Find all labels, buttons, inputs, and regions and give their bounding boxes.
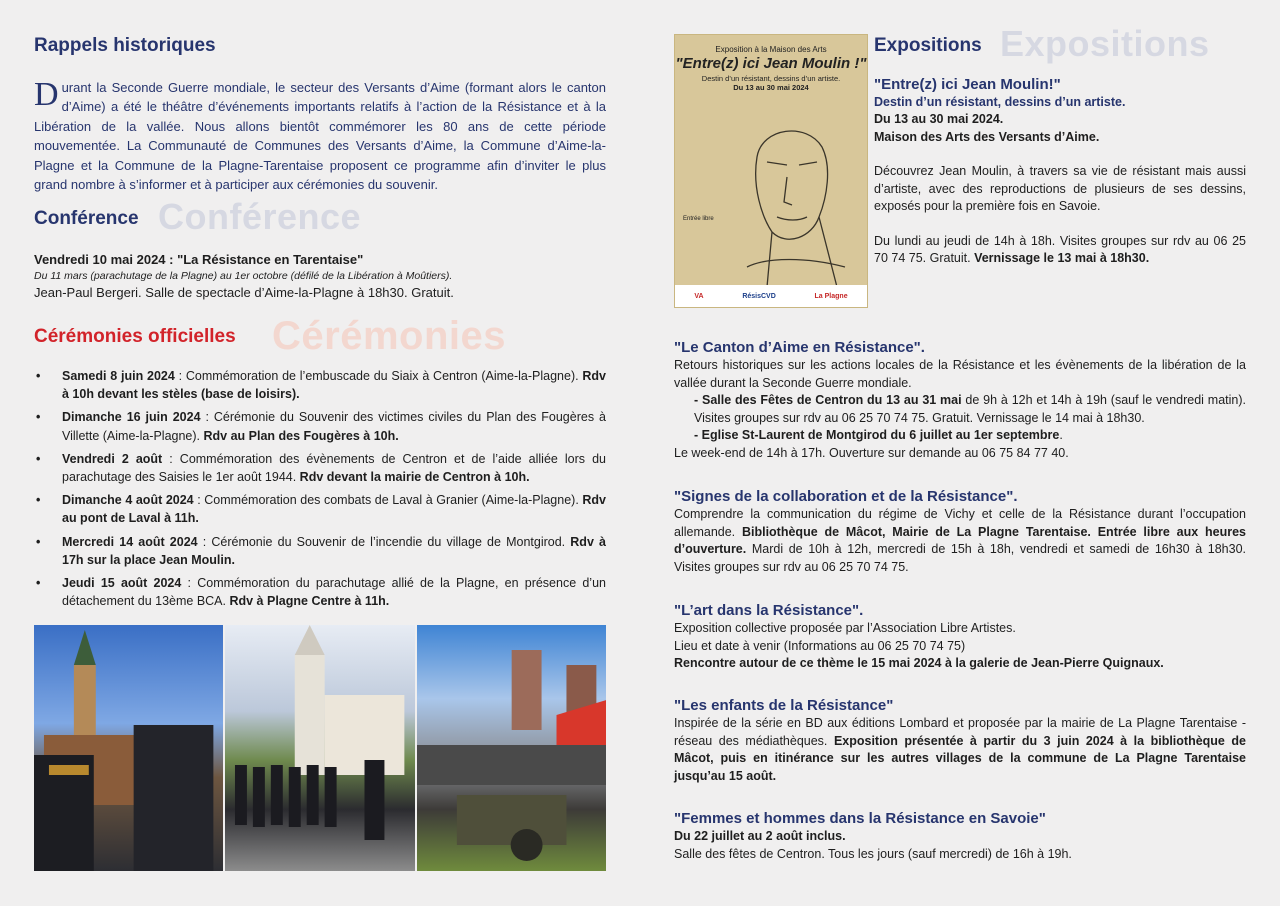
list-item: • Dimanche 16 juin 2024 : Cérémonie du Souvenir des victimes civiles du Plan des Fougères à Villette (Aime-la-Plagne). Rdv au Plan des Fougères à 10h. — [34, 408, 606, 444]
moulin-description: Découvrez Jean Moulin, à travers sa vie de résistant mais aussi d’artiste, avec des reproductions de plusieurs de ses dessins, exposés pour la première fois en Savoie. — [874, 164, 1246, 213]
canton-text: Retours historiques sur les actions locales de la Résistance et les évènements de la libération de la vallée durant la Seconde Guerre mondiale. — [674, 358, 1246, 390]
art-line3: Rencontre autour de ce thème le 15 mai 2024 à la galerie de Jean-Pierre Quignaux. — [674, 656, 1164, 671]
art-title: "L’art dans la Résistance". — [674, 602, 864, 619]
poster-dates: Du 13 au 30 mai 2024 — [733, 83, 809, 92]
art-expo — [674, 601, 1246, 673]
list-item: • Mercredi 14 août 2024 : Cérémonie du Souvenir de l’incendie du village de Montgirod. Rdv à 17h sur la place Jean Moulin. — [34, 533, 606, 569]
signes-body: Comprendre la communication du régime de Vichy et celle de la Résistance durant l’occupation allemande. Bibliothèque de Mâcot, Mairie de La Plagne Tarentaise. Entrée libre aux heures d’ouverture. Mardi de 10h à 12h, mercredi de 15h à 18h, vendredi et samedi de 16h30 à 18h30. Visites groupes sur rdv au 06 25 70 74 75. — [674, 507, 1246, 574]
conference-line3: Jean-Paul Bergeri. Salle de spectacle d’Aime-la-Plagne à 18h30. Gratuit. — [34, 285, 454, 300]
canton-expo — [674, 338, 1246, 463]
dropcap: D — [34, 76, 59, 113]
femmes-text: Salle des fêtes de Centron. Tous les jours (sauf mercredi) de 16h à 19h. — [674, 846, 1072, 861]
canton-title: "Le Canton d’Aime en Résistance". — [674, 339, 925, 356]
conference-line1: Vendredi 10 mai 2024 : "La Résistance en Tarentaise" — [34, 252, 364, 267]
conference-line2: Du 11 mars (parachutage de la Plagne) au 1er octobre (défilé de la Libération à Moûtiers). — [34, 270, 453, 282]
femmes-dates: Du 22 juillet au 2 août inclus. — [674, 829, 846, 843]
rappels-title: Rappels historiques — [34, 35, 216, 56]
poster-entree: Entrée libre — [683, 216, 714, 222]
logo-laplagne: La Plagne — [814, 292, 848, 300]
portrait-sketch — [727, 117, 847, 287]
expositions-heading — [874, 23, 1210, 64]
femmes-title: "Femmes et hommes dans la Résistance en Savoie" — [674, 810, 1046, 827]
ceremonies-list — [34, 367, 606, 615]
enfants-title: "Les enfants de la Résistance" — [674, 697, 894, 714]
art-line1: Exposition collective proposée par l’Association Libre Artistes. — [674, 621, 1016, 635]
conference-block — [34, 250, 606, 302]
ceremony-photo-3 — [417, 625, 606, 871]
list-item: • Samedi 8 juin 2024 : Commémoration de l’embuscade du Siaix à Centron (Aime-la-Plagne). Rdv à 10h devant les stèles (base de loisirs). — [34, 367, 606, 403]
art-line2: Lieu et date à venir (Informations au 06 25 70 74 75) — [674, 638, 966, 653]
expositions-title: Expositions — [874, 35, 982, 56]
moulin-place: Maison des Arts des Versants d’Aime. — [874, 129, 1100, 144]
photo-strip — [34, 625, 606, 871]
moulin-title: "Entre(z) ici Jean Moulin!" — [874, 76, 1061, 93]
poster-logos — [675, 285, 867, 307]
list-item: • Dimanche 4 août 2024 : Commémoration des combats de Laval à Granier (Aime-la-Plagne). Rdv au pont de Laval à 11h. — [34, 491, 606, 527]
logo-va: VA — [694, 292, 704, 300]
conference-ghost: Conférence — [158, 196, 362, 237]
signes-expo — [674, 487, 1246, 576]
canton-item-1: - Salle des Fêtes de Centron du 13 au 31 mai de 9h à 12h et 14h à 19h (sauf le vendredi matin). Visites groupes sur rdv au 06 25 70 74 75. Gratuit. Vernissage le 14 mai à 18h30. — [694, 393, 1246, 425]
conference-title: Conférence — [34, 208, 139, 229]
enfants-expo — [674, 696, 1246, 785]
intro-text: urant la Seconde Guerre mondiale, le secteur des Versants d’Aime (formant alors le canton d’Aime) a été le théâtre d’événements importants relatifs à l’action de la Résistance et à la Libération de la vallée. Nous allons bientôt commémorer les 80 ans de cette période mouvementée. La Communauté de Communes des Versants d’Aime, la Commune d’Aime-la-Plagne et la Commune de la Plagne-Tarentaise proposent ce programme afin d’inviter le plus grand nombre à s’informer et à participer aux cérémonies du souvenir. — [34, 80, 606, 193]
signes-title: "Signes de la collaboration et de la Résistance". — [674, 488, 1018, 505]
poster-line1: Exposition à la Maison des Arts — [715, 45, 827, 54]
ceremony-photo-1 — [34, 625, 223, 871]
list-item: • Vendredi 2 août : Commémoration des évènements de Centron et de l’aide alliée lors du parachutage des Saisies le 1er août 1944. Rdv devant la mairie de Centron à 10h. — [34, 450, 606, 486]
moulin-hours-block: Du lundi au jeudi de 14h à 18h. Visites groupes sur rdv au 06 25 70 74 75. Gratuit. Vernissage le 13 mai à 18h30. — [874, 233, 1246, 265]
canton-item-2: - Eglise St-Laurent de Montgirod du 6 juillet au 1er septembre. — [694, 428, 1063, 443]
ceremonies-heading — [34, 314, 506, 358]
poster-title: "Entre(z) ici Jean Moulin !" — [675, 55, 867, 72]
canton-weekend: Le week-end de 14h à 17h. Ouverture sur demande au 06 75 84 77 40. — [674, 445, 1069, 460]
ceremony-photo-2 — [225, 625, 414, 871]
poster-subtitle: Destin d’un résistant, dessins d’un artiste. — [701, 74, 841, 83]
moulin-subtitle: Destin d’un résistant, dessins d’un artiste. — [874, 94, 1126, 109]
jean-moulin-expo — [874, 76, 1246, 268]
femmes-expo — [674, 809, 1246, 863]
ceremonies-title: Cérémonies officielles — [34, 326, 236, 347]
enfants-body: Inspirée de la série en BD aux éditions Lombard et proposée par la mairie de La Plagne Tarentaise - réseau des médiathèques. Exposition présentée à partir du 3 juin 2024 à la bibliothèque de Mâcot, puis en itinérance sur les autres villages de la commune de La Plagne Tarentaise jusqu’au 15 août. — [674, 716, 1246, 783]
conference-heading — [34, 196, 362, 237]
expositions-ghost: Expositions — [1000, 23, 1210, 64]
logo-resiscvd: RésisCVD — [742, 292, 776, 300]
ceremonies-ghost: Cérémonies — [272, 314, 506, 358]
moulin-dates: Du 13 au 30 mai 2024. — [874, 112, 1004, 126]
list-item: • Jeudi 15 août 2024 : Commémoration du parachutage allié de la Plagne, en présence d’un détachement du 13ème BCA. Rdv à Plagne Centre à 11h. — [34, 574, 606, 610]
jean-moulin-poster — [674, 34, 868, 308]
intro-paragraph — [34, 78, 606, 194]
